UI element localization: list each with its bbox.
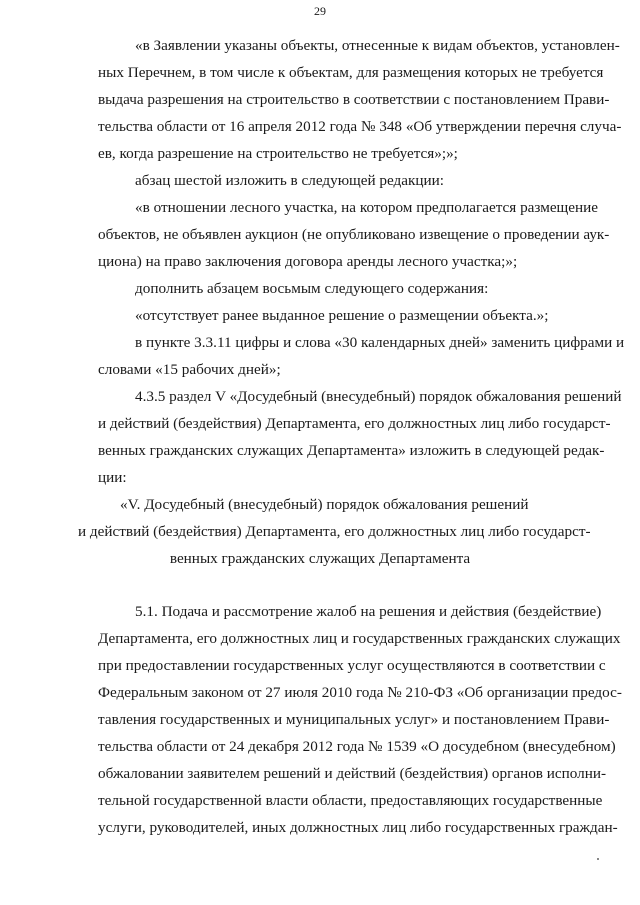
text-line: ции:	[98, 469, 127, 486]
text-line: при предоставлении государственных услуг осуществляются в соответствии с	[98, 657, 606, 674]
text-line: «в отношении лесного участка, на котором предполагается размещение	[135, 199, 598, 216]
text-line: 5.1. Подача и рассмотрение жалоб на решения и действия (бездействие)	[135, 603, 602, 620]
text-line: выдача разрешения на строительство в соответствии с постановлением Прави-	[98, 91, 610, 108]
text-line: ных Перечнем, в том числе к объектам, для размещения которых не требуется	[98, 64, 604, 81]
text-line: тельства области от 24 декабря 2012 года № 1539 «О досудебном (внесудебном)	[98, 738, 616, 755]
text-line: тельства области от 16 апреля 2012 года № 348 «Об утверждении перечня случа-	[98, 118, 622, 135]
text-line: ев, когда разрешение на строительство не требуется»;»;	[98, 145, 458, 162]
section-heading-line: «V. Досудебный (внесудебный) порядок обжалования решений	[120, 496, 529, 513]
page-number: 29	[314, 4, 326, 18]
text-line: дополнить абзацем восьмым следующего содержания:	[135, 280, 489, 297]
text-line: обжаловании заявителем решений и действий (бездействия) органов исполни-	[98, 765, 607, 782]
text-line: услуги, руководителей, иных должностных лиц либо государственных граждан-	[98, 819, 618, 836]
text-line: тельной государственной власти области, предоставляющих государственные	[98, 792, 603, 809]
text-line: «в Заявлении указаны объекты, отнесенные к видам объектов, установлен-	[135, 37, 620, 54]
text-line: Федеральным законом от 27 июля 2010 года № 210-ФЗ «Об организации предос-	[98, 684, 622, 701]
section-heading-line: и действий (бездействия) Департамента, его должностных лиц либо государст-	[78, 523, 591, 540]
text-line: абзац шестой изложить в следующей редакции:	[135, 172, 444, 189]
text-line: «отсутствует ранее выданное решение о размещении объекта.»;	[135, 307, 549, 324]
text-line: венных гражданских служащих Департамента» изложить в следующей редак-	[98, 442, 605, 459]
text-line: и действий (бездействия) Департамента, его должностных лиц либо государст-	[98, 415, 611, 432]
text-line: словами «15 рабочих дней»;	[98, 361, 281, 378]
text-line: в пункте 3.3.11 цифры и слова «30 календарных дней» заменить цифрами и	[135, 334, 625, 351]
section-heading-line: венных гражданских служащих Департамента	[169, 550, 471, 567]
text-line: тавления государственных и муниципальных услуг» и постановлением Прави-	[98, 711, 610, 728]
text-line: объектов, не объявлен аукцион (не опубликовано извещение о проведении аук-	[98, 226, 610, 243]
scan-speck	[597, 858, 599, 860]
text-line: циона) на право заключения договора аренды лесного участка;»;	[98, 253, 518, 270]
text-line: Департамента, его должностных лиц и государственных гражданских служащих	[98, 630, 621, 647]
text-line: 4.3.5 раздел V «Досудебный (внесудебный) порядок обжалования решений	[135, 388, 622, 405]
